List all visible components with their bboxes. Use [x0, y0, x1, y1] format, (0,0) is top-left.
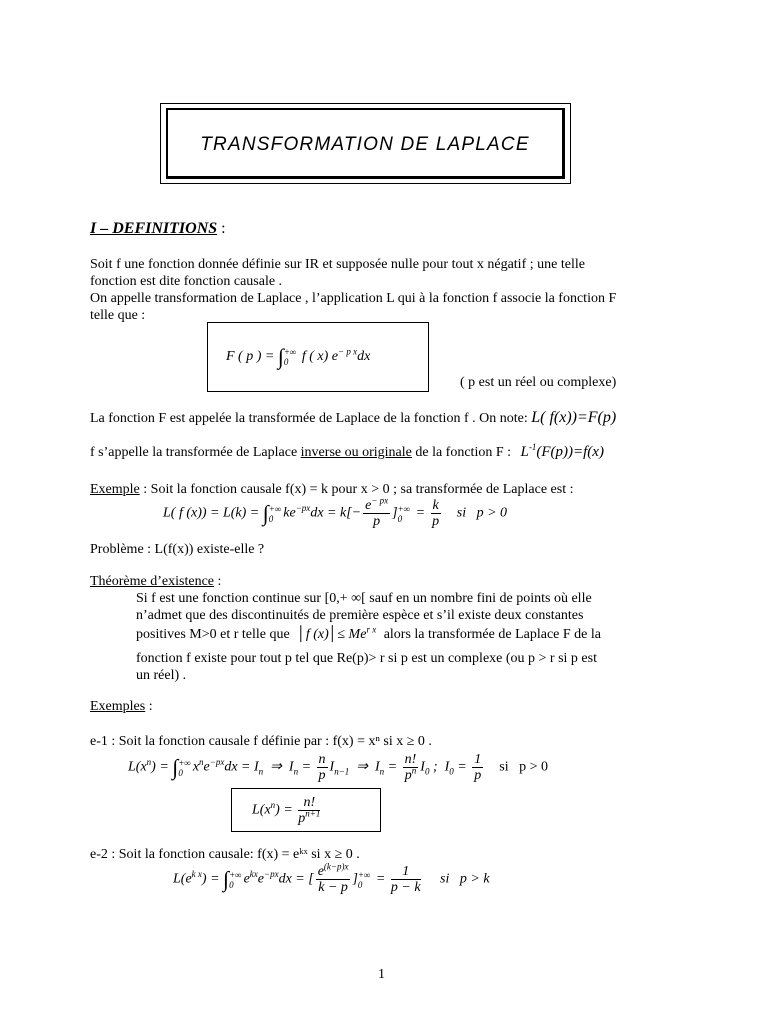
theorem-heading [90, 573, 221, 590]
examples-heading [90, 698, 153, 715]
e1-result-formula: $L(x^n)$ = $\frac{n!}{p^{n+1}}$ [252, 795, 321, 826]
theorem-line4: fonction f existe pour tout p tel que Re(p)> r si p est un complexe (ou p > r si p est [136, 651, 597, 666]
example-line [90, 481, 573, 498]
page-title: TRANSFORMATION DE LAPLACE [200, 134, 530, 155]
para2-line2: telle que : [90, 308, 146, 323]
inverse-sentence-underlined: inverse ou originale [300, 445, 412, 460]
inverse-notation: $L^{-1}(F(p))=f(x)$ [520, 442, 604, 460]
transform-sentence [90, 409, 616, 427]
theorem-line3a: positives M>0 et r telle que [136, 627, 290, 642]
section-heading-text: I – DEFINITIONS [90, 220, 218, 237]
theorem-line3 [136, 626, 601, 643]
theorem-line1: Si f est une fonction continue sur [0,+ ∞[ sauf en un nombre fini de points où elle [136, 591, 592, 606]
examples-colon: : [145, 699, 153, 714]
para2-line1: On appelle transformation de Laplace , l’application L qui à la fonction f associe la fonction F [90, 291, 617, 306]
section-heading-colon: : [217, 220, 226, 237]
section-heading [90, 220, 226, 237]
para1-line2: fonction est dite fonction causale . [90, 274, 283, 289]
inverse-sentence-a: f s’appelle la transformée de Laplace [90, 445, 301, 460]
e1-formula: $L(x^n)$ = ∫ +∞ 0 $x^ne^{-px}dx = I_n$ ⇒ $I_n$ = $\frac{n}{p}$ $I_{n-1}$ ⇒ $I_n$ = $\frac{n!}{p^n}$ $I_0$ ; $I_0$ = $\frac{1}{p}$ si p > 0 [128, 752, 548, 783]
e1-text: e-1 : Soit la fonction causale f définie par : f(x) = xⁿ si x ≥ 0 . [90, 734, 432, 749]
para1-line1: Soit f une fonction donnée définie sur IR et supposée nulle pour tout x négatif ; une telle [90, 257, 585, 272]
example-text: : Soit la fonction causale f(x) = k pour x > 0 ; sa transformée de Laplace est : [139, 482, 574, 497]
examples-label: Exemples [90, 699, 146, 714]
definition-formula: F ( p ) = ∫ +∞ 0 f ( x) $e^{- p x}dx$ [226, 344, 371, 370]
title-inner-frame [166, 108, 565, 179]
theorem-colon: : [214, 574, 222, 589]
theorem-inequality: │f (x)│≤ $Me^{r x}$ [297, 624, 377, 642]
e1-result-box [231, 788, 381, 832]
definition-note: ( p est un réel ou complexe) [460, 375, 617, 390]
theorem-line3b: alors la transformée de Laplace F de la [383, 627, 601, 642]
e2-formula: $L(e^{k x})$ = ∫ +∞ 0 $e^{kx}e^{-px}dx$ = [ $\frac{e^{(k-p)x}}{k - p}$ ] +∞ 0 = $\frac{1}{p - k}$ si p > k [173, 861, 490, 895]
theorem-label: Théorème d’existence [90, 574, 214, 589]
inverse-sentence-b: de la fonction F : [411, 445, 512, 460]
inverse-sentence [90, 444, 604, 461]
example-label: Exemple [90, 482, 140, 497]
page-number: 1 [378, 967, 385, 982]
title-box [160, 103, 571, 184]
transform-sentence-text: La fonction F est appelée la transformée de Laplace de la fonction f . On note: [90, 411, 528, 426]
theorem-line5: un réel) . [136, 668, 187, 683]
example-formula: L( f (x)) = L(k) = ∫ +∞ 0 $ke^{-px}dx = k[-$ $\frac{e^{- px}}{p}$ ] +∞ 0 = $\frac{k}{p}$ si p > 0 [163, 495, 508, 529]
probleme-line: Problème : L(f(x)) existe-elle ? [90, 542, 265, 557]
e2-text: e-2 : Soit la fonction causale: f(x) = eᵏˣ si x ≥ 0 . [90, 847, 360, 862]
transform-notation: L( f(x))=F(p) [531, 409, 617, 426]
definition-formula-box [207, 322, 429, 392]
theorem-line2: n’admet que des discontinuités de première espèce et s’il existe deux constantes [136, 608, 584, 623]
